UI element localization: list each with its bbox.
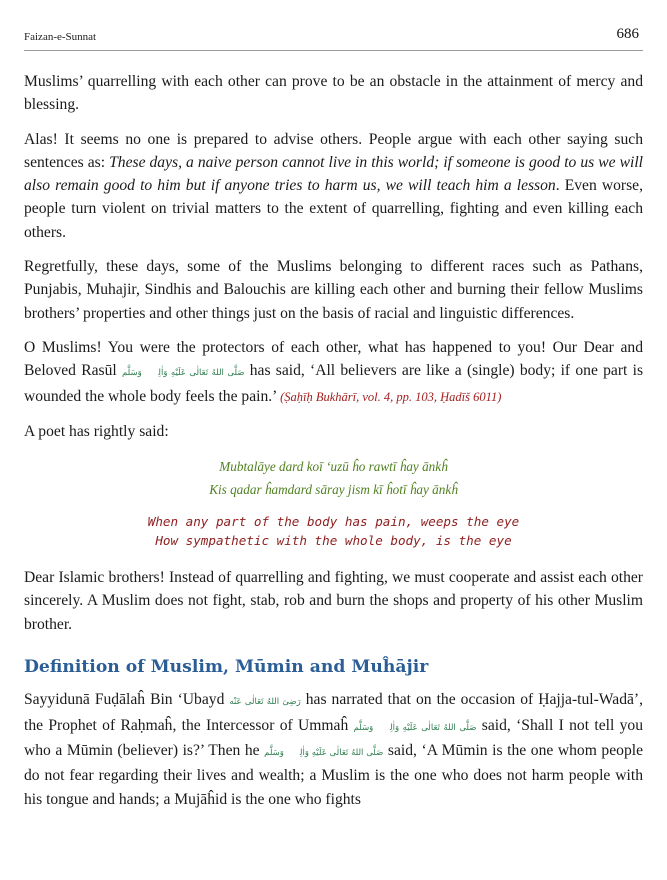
paragraph-2-lead: Alas! It seems no one is prepared to advise others. People argue with each other saying such sentences as: (24, 130, 643, 171)
paragraph-5: A poet has rightly said: (24, 422, 169, 440)
paragraph-2-quote: These days, a naive person cannot live in this world; if someone is good to us we will also remain good to him but if anyone tries to harm us, we will teach him a lesson (24, 153, 643, 195)
page-number: 686 (616, 26, 639, 42)
paragraph-2 (24, 128, 643, 244)
paragraph-7-part-1: Sayyidunā Fuḍālaĥ Bin ‘Ubayd (24, 691, 225, 709)
paragraph-4-lead: O Muslims! You were the protectors of each other, what has happened to you! Our Dear and Beloved Rasūl (24, 338, 643, 380)
salawat-calligraphy: صَلَّى اللهُ تَعَالٰی عَلَيْهِ وَاٰلِهٖ وَسَلَّم (121, 367, 245, 378)
paragraph-2-tail: . Even worse, people turn violent on trivial matters to the extent of quarrelling, fighting and even killing each others. (24, 177, 644, 241)
header-divider (24, 50, 643, 51)
verse-line-2: Kis qadar ĥamdard sāray jism kī ĥotī ĥay ānkĥ (209, 481, 458, 497)
hadith-reference: (Ṣaḥīḥ Bukhārī, vol. 4, pp. 103, Ḥadīš 6011) (280, 389, 502, 404)
paragraph-4 (24, 336, 643, 409)
paragraph-7-part-2: has narrated that on the occasion of Ḥajja-tul-Wadā’, the Prophet of Raḥmaĥ, the Intercessor of Ummaĥ (24, 691, 644, 734)
paragraph-6: Dear Islamic brothers! Instead of quarrelling and fighting, we must cooperate and assist each other sincerely. A Muslim does not fight, stab, rob and burn the shops and property of his other Muslim brother. (24, 569, 643, 633)
paragraph-3: Regretfully, these days, some of the Muslims belonging to different races such as Pathans, Punjabis, Muhajir, Sindhis and Balouchis are killing each other and burning their fellow Muslims brothers’ properties and other things just on the basis of racial and linguistic differences. (24, 258, 643, 322)
paragraph-7-part-3: said, ‘Shall I not tell you who a Mūmin (believer) is?’ Then he (24, 716, 643, 759)
paragraph-7-part-4: said, ‘A Mūmin is the one whom people do not fear regarding their lives and wealth; a Muslim is the one who does not harm people with his tongue and hands; a Mujāĥid is the one who fights (24, 741, 643, 808)
page-body (24, 70, 643, 822)
paragraph-1: Muslims’ quarrelling with each other can prove to be an obstacle in the attainment of mercy and blessing. (24, 73, 643, 114)
verse-translation-1: When any part of the body has pain, weeps the eye (147, 514, 520, 530)
running-header-title: Faizan-e-Sunnat (24, 31, 97, 43)
paragraph-7 (24, 688, 643, 810)
verse-line-1: Mubtalāye dard koī ‘uzū ĥo rawtī ĥay ānkĥ (219, 459, 448, 475)
paragraph-4-tail: has said, ‘All believers are like a (single) body; if one part is wounded the whole body feels the pain.’ (24, 362, 644, 405)
salawat-calligraphy: صَلَّى اللهُ تَعَالٰی عَلَيْهِ وَاٰلِهٖ وَسَلَّم (353, 721, 477, 732)
section-heading: Definition of Muslim, Mūmin and Muĥājir (24, 657, 429, 678)
poem-verse (24, 456, 643, 550)
salawat-calligraphy: صَلَّى اللهُ تَعَالٰی عَلَيْهِ وَاٰلِهٖ وَسَلَّم (264, 746, 384, 757)
radi-calligraphy: رَضِیَ اللهُ تَعَالٰی عَنْه (229, 696, 301, 707)
verse-translation-2: How sympathetic with the whole body, is the eye (155, 533, 512, 549)
